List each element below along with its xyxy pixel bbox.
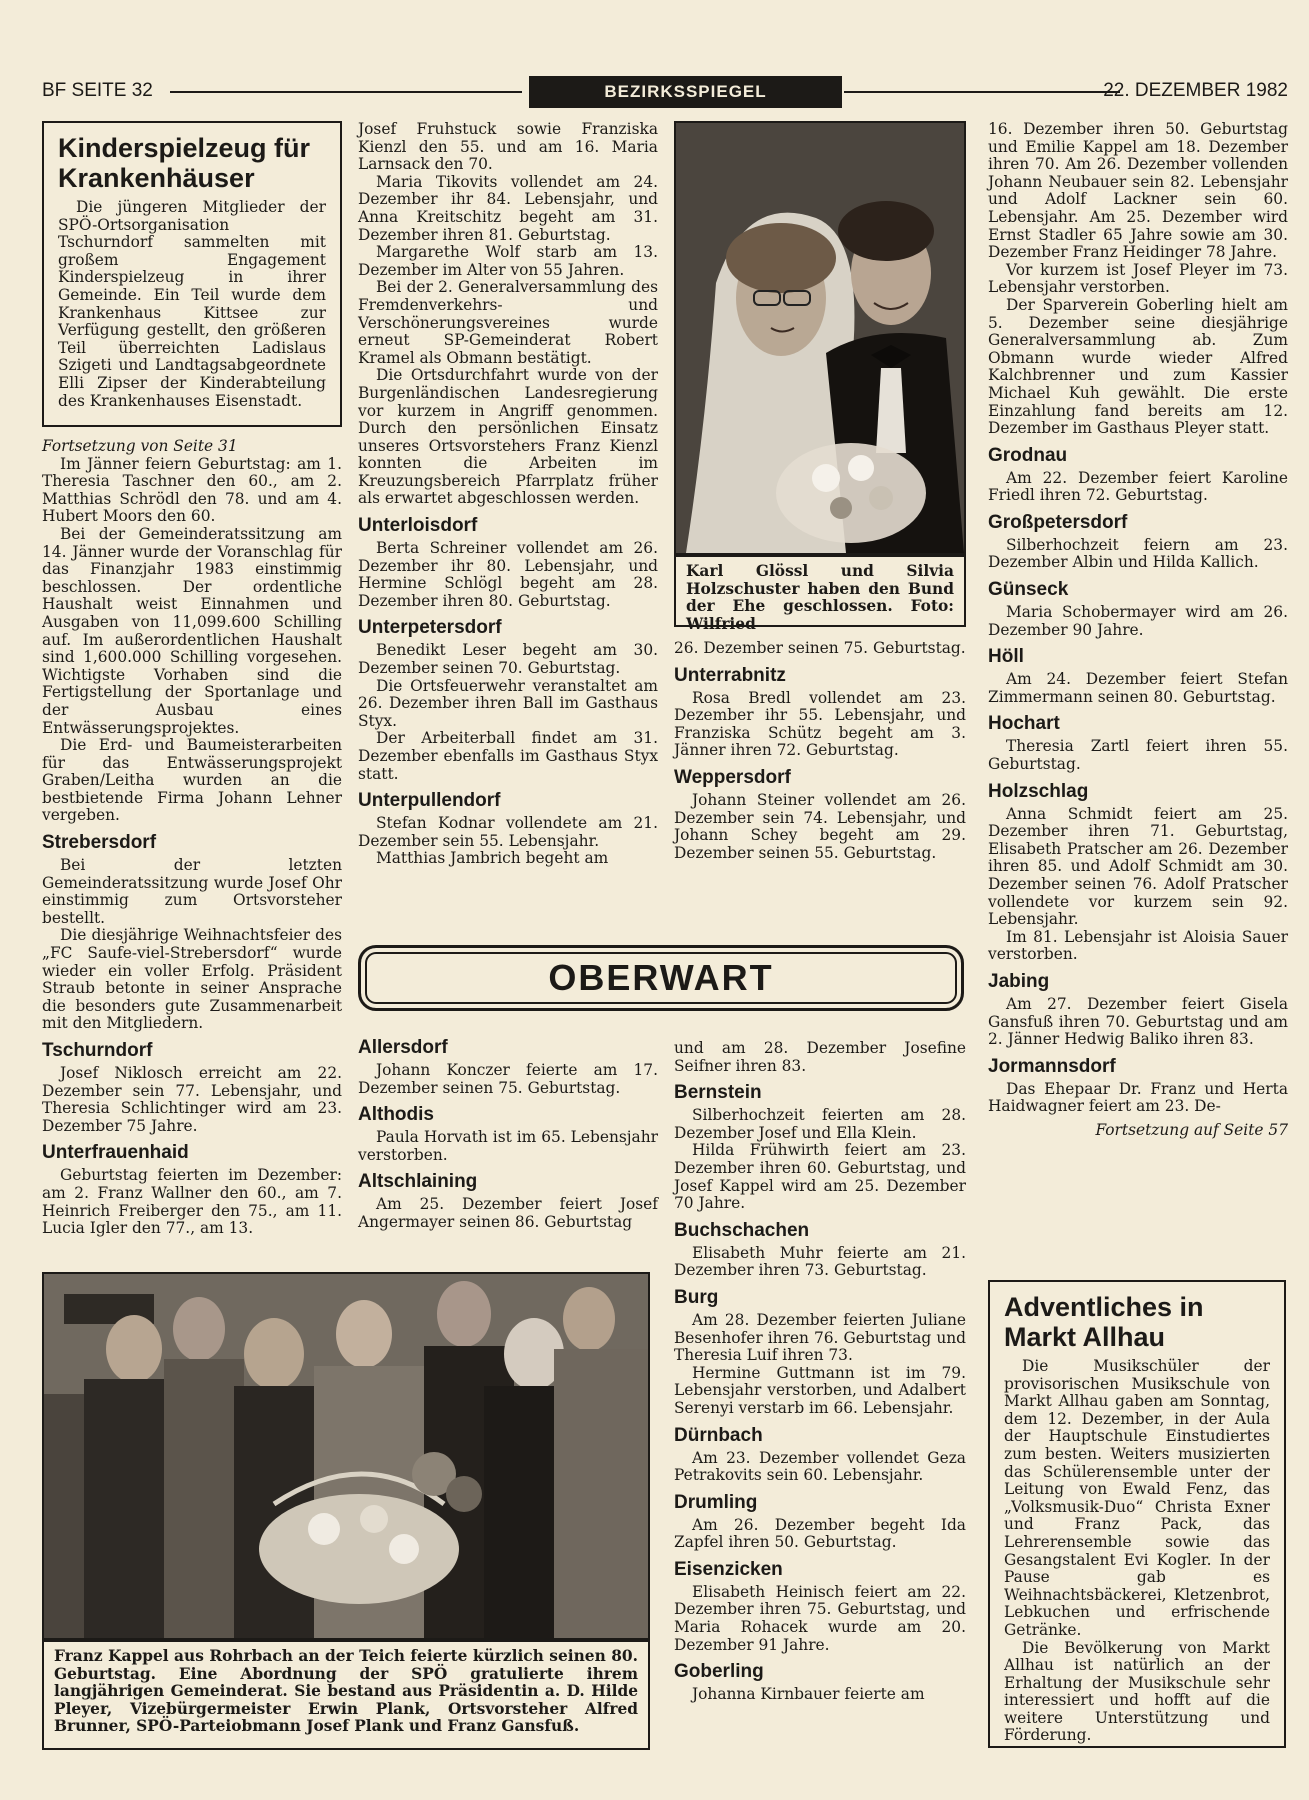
column-3 <box>674 640 966 862</box>
heading-strebersdorf: Strebersdorf <box>42 832 157 854</box>
paragraph: Bei der letzten Gemeinderatssitzung wurde Josef Ohr einstimmig zum Ortsvorsteher bestellt. <box>42 856 342 927</box>
wedding-photo <box>674 121 966 555</box>
continuation-note: Fortsetzung von Seite 31 <box>42 437 238 455</box>
paragraph: Rosa Bredl vollendet am 23. Dezember ihr 55. Lebensjahr, und Franziska Schütz begeht am 3. Jänner ihren 72. Geburtstag. <box>674 688 966 760</box>
column-1 <box>42 438 342 1238</box>
paragraph: Theresia Zartl feiert ihren 55. Geburtstag. <box>988 737 1288 774</box>
paragraph: Bei der 2. Generalversammlung des Fremdenverkehrs- und Verschönerungsvereines wurde erneut SP-Gemeinderat Robert Kramel als Obmann bestätigt. <box>358 278 658 367</box>
paragraph: Hermine Guttmann ist im 79. Lebensjahr verstorben, und Adalbert Serenyi verstarb im 66. Lebensjahr. <box>674 1363 966 1417</box>
paragraph: Geburtstag feierten im Dezember: am 2. Franz Wallner den 60., am 7. Heinrich Freiberger den 75., am 11. Lucia Igler den 77., am 13. <box>42 1166 342 1238</box>
heading-burg: Burg <box>674 1286 719 1308</box>
article-title: Adventliches in Markt Allhau <box>1004 1292 1204 1352</box>
header-rule <box>170 91 522 93</box>
heading-altschlaining: Altschlaining <box>358 1171 478 1193</box>
paragraph: Elisabeth Muhr feierte am 21. Dezember ihren 73. Geburtstag. <box>674 1243 966 1280</box>
column-5 <box>358 1036 658 1232</box>
heading-althodis: Althodis <box>358 1104 434 1126</box>
article-text: Die jüngeren Mitglieder der SPÖ-Ortsorganisation Tschurndorf sammelten mit großem Engagement Kinderspielzeug in ihrer Gemeinde. Ein Teil wurde dem Krankenhaus Kittsee zur Verfügung gestellt, den größeren Teil überreichten Ladislaus Szigeti und Landtagsabgeordnete Elli Zipser der Kinderabteilung des Krankenhauses Eisenstadt. <box>58 198 326 410</box>
heading-hoell: Höll <box>988 646 1024 668</box>
heading-hochart: Hochart <box>988 713 1060 735</box>
heading-drumling: Drumling <box>674 1491 758 1513</box>
group-photo <box>42 1272 650 1640</box>
heading-holzschlag: Holzschlag <box>988 780 1089 802</box>
paragraph: Die diesjährige Weihnachtsfeier des „FC Saufe-viel-Strebersdorf“ wurde wieder ein voller Erfolg. Präsident Straub betonte in seiner Ansprache die besonders gute Zusammenarbeit mit den Mitgliedern. <box>42 926 342 1033</box>
issue-date: 22. DEZEMBER 1982 <box>1103 80 1288 101</box>
heading-guenseck: Günseck <box>988 579 1069 601</box>
paragraph: Anna Schmidt feiert am 25. Dezember ihren 71. Geburtstag, Elisabeth Pratscher am 26. Dezember ihren 85. und Adolf Schmidt am 30. Dezember seinen 76. Adolf Pratscher vollendete vor kurzem sein 92. Lebensjahr. <box>988 804 1288 929</box>
heading-eisenzicken: Eisenzicken <box>674 1558 783 1580</box>
heading-weppersdorf: Weppersdorf <box>674 766 791 788</box>
header-rule <box>844 91 1120 93</box>
heading-goberling: Goberling <box>674 1661 764 1683</box>
paragraph: Am 28. Dezember feierten Juliane Besenhofer ihren 76. Geburtstag und Theresia Luif ihren 73. <box>674 1310 966 1365</box>
paragraph: Josef Niklosch erreicht am 22. Dezember sein 77. Lebensjahr, und Theresia Schlichtinger wird am 23. Dezember 75 Jahre. <box>42 1064 342 1135</box>
heading-jormannsdorf: Jormannsdorf <box>988 1055 1116 1077</box>
paragraph: Elisabeth Heinisch feiert am 22. Dezember ihren 75. Geburtstag, und Maria Rohacek wurde am 20. Dezember 91 Jahre. <box>674 1582 966 1654</box>
heading-unterloisdorf: Unterloisdorf <box>358 515 478 537</box>
group-photo-image <box>44 1274 648 1638</box>
paragraph: Am 22. Dezember feiert Karoline Friedl ihren 72. Geburtstag. <box>988 468 1288 505</box>
paragraph: Paula Horvath ist im 65. Lebensjahr verstorben. <box>358 1128 658 1164</box>
continuation-note: Fortsetzung auf Seite 57 <box>1095 1120 1288 1139</box>
paragraph: und am 28. Dezember Josefine Seifner ihren 83. <box>674 1039 966 1075</box>
heading-bernstein: Bernstein <box>674 1082 762 1104</box>
heading-unterfrauenhaid: Unterfrauenhaid <box>42 1142 189 1164</box>
paragraph: 26. Dezember seinen 75. Geburtstag. <box>674 639 966 657</box>
paragraph: Der Arbeiterball findet am 31. Dezember ebenfalls im Gasthaus Styx statt. <box>358 729 658 783</box>
heading-jabing: Jabing <box>988 970 1050 992</box>
paragraph: Bei der Gemeinderatssitzung am 14. Jänner wurde der Voranschlag für das Finanzjahr 1983 einstimmig beschlossen. Der ordentliche Haushalt weist Einnahmen und Ausgaben von 11,099.600 Schilling auf. Im außerordentlichen Haushalt sind 1,600.000 Schilling vorgesehen. Wichtigste Vorhaben sind die Fertigstellung der Sportanlage und der Ausbau eines Entwässerungsprojektes. <box>42 524 342 737</box>
paragraph: Benedikt Leser begeht am 30. Dezember seinen 70. Geburtstag. <box>358 641 658 678</box>
heading-unterpetersdorf: Unterpetersdorf <box>358 617 502 639</box>
paragraph: Hilda Frühwirth feiert am 23. Dezember ihren 60. Geburtstag, und Josef Kappel wird am 25. Dezember 70 Jahre. <box>674 1141 966 1213</box>
article-text: Die Musikschüler der provisorischen Musikschule von Markt Allhau gaben am Sonntag, dem 12. Dezember, in der Aula der Hauptschule Einstudiertes zum besten. Weiters musizierten das Schülerensemble unter der Leitung von Ewald Fenz, das „Volksmusik-Duo“ Christa Exner und Franz Pack, das Lehrerensemble sowie das Gesangstalent Evi Kogler. In der Pause gab es Weihnachtsbäckerei, Kletzenbrot, Lebkuchen und erfrischende Getränke. <box>1004 1357 1270 1639</box>
section-title: BEZIRKSSPIEGEL <box>529 76 842 108</box>
paragraph: Vor kurzem ist Josef Pleyer im 73. Lebensjahr verstorben. <box>988 260 1288 297</box>
paragraph: Die Ortsdurchfahrt wurde von der Burgenländischen Landesregierung vor kurzem in Angriff genommen. Durch den persönlichen Einsatz unseres Ortsvorstehers Franz Kienzl konnten die Arbeiten im Kreuzungsbereich Pfarrplatz früher als erwartet abgeschlossen werden. <box>358 366 658 508</box>
paragraph: Maria Tikovits vollendet am 24. Dezember ihr 84. Lebensjahr, und Anna Kreitschitz begeht am 31. Dezember ihren 81. Geburtstag. <box>358 172 658 244</box>
page-header <box>42 76 1288 108</box>
paragraph: Am 24. Dezember feiert Stefan Zimmermann seinen 80. Geburtstag. <box>988 670 1288 706</box>
group-photo-caption: Franz Kappel aus Rohrbach an der Teich feierte kürzlich seinen 80. Geburtstag. Eine Abordnung der SPÖ gratulierte ihrem langjährigen Gemeinderat. Sie bestand aus Präsidentin a. D. Hilde Pleyer, Vizebürgermeister Erwin Plank, Ortsvorsteher Alfred Brunner, SPÖ-Parteiobmann Josef Plank und Franz Gansfuß. <box>42 1640 650 1750</box>
column-2 <box>358 121 658 868</box>
heading-buchschachen: Buchschachen <box>674 1219 810 1241</box>
paragraph: Berta Schreiner vollendet am 26. Dezember ihr 80. Lebensjahr, und Hermine Schlögl begeht am 28. Dezember ihren 80. Geburtstag. <box>358 539 658 610</box>
heading-unterrabnitz: Unterrabnitz <box>674 664 786 686</box>
wedding-photo-image <box>676 123 964 553</box>
article-title: Kinderspielzeug für Krankenhäuser <box>58 133 311 193</box>
heading-allersdorf: Allersdorf <box>358 1037 448 1058</box>
heading-grosspetersdorf: Großpetersdorf <box>988 511 1128 533</box>
paragraph: Silberhochzeit feierten am 28. Dezember Josef und Ella Klein. <box>674 1106 966 1142</box>
paragraph: Am 23. Dezember vollendet Geza Petrakovits sein 60. Lebensjahr. <box>674 1448 966 1485</box>
paragraph: Am 26. Dezember begeht Ida Zapfel ihren 50. Geburtstag. <box>674 1515 966 1552</box>
paragraph: Silberhochzeit feiern am 23. Dezember Albin und Hilda Kallich. <box>988 535 1288 572</box>
paragraph: Johann Konczer feierte am 17. Dezember seinen 75. Geburtstag. <box>358 1061 658 1097</box>
paragraph: Im Jänner feiern Geburtstag: am 1. Theresia Taschner den 60., am 2. Matthias Schrödl den 78. und am 4. Hubert Moors den 60. <box>42 454 342 526</box>
wedding-photo-caption: Karl Glössl und Silvia Holzschuster haben den Bund der Ehe geschlossen. Foto: Wilfried <box>674 555 966 627</box>
article-box-kinderspielzeug <box>42 121 342 427</box>
article-text: Die Bevölkerung von Markt Allhau ist natürlich an der Erhaltung der Musikschule sehr interessiert und hofft auf die weitere Unterstützung und Förderung. <box>1004 1638 1270 1745</box>
paragraph: Das Ehepaar Dr. Franz und Herta Haidwagner feiert am 23. De- <box>988 1079 1288 1116</box>
paragraph: Matthias Jambrich begeht am <box>376 849 609 868</box>
heading-tschurndorf: Tschurndorf <box>42 1040 153 1061</box>
paragraph: Im 81. Lebensjahr ist Aloisia Sauer verstorben. <box>988 927 1288 964</box>
paragraph: Die Erd- und Baumeisterarbeiten für das Entwässerungsprojekt Graben/Leitha wurden an die bestbietende Firma Johann Lehner vergeben. <box>42 736 342 825</box>
paragraph: 16. Dezember ihren 50. Geburtstag und Emilie Kappel am 18. Dezember ihren 70. Am 26. Dezember vollenden Johann Neubauer sein 82. Lebensjahr und Adolf Lackner sein 60. Lebensjahr. Am 25. Dezember wird Ernst Stadler 65 Jahre sowie am 30. Dezember Franz Heidinger 78 Jahre. <box>988 120 1288 262</box>
paragraph: Stefan Kodnar vollendete am 21. Dezember sein 55. Lebensjahr. <box>358 814 658 850</box>
paragraph: Am 25. Dezember feiert Josef Angermayer seinen 86. Geburtstag <box>358 1195 658 1231</box>
paragraph: Die Ortsfeuerwehr veranstaltet am 26. Dezember ihren Ball im Gasthaus Styx. <box>358 676 658 730</box>
paragraph: Johanna Kirnbauer feierte am <box>692 1685 925 1704</box>
page-number: BF SEITE 32 <box>42 80 153 101</box>
heading-duernbach: Dürnbach <box>674 1424 763 1446</box>
column-6 <box>674 1040 966 1704</box>
paragraph: Josef Fruhstuck sowie Franziska Kienzl den 55. und am 16. Maria Larnsack den 70. <box>358 120 658 174</box>
section-banner-oberwart: OBERWART <box>358 945 964 1011</box>
paragraph: Margarethe Wolf starb am 13. Dezember im Alter von 55 Jahren. <box>358 243 658 279</box>
heading-unterpullendorf: Unterpullendorf <box>358 790 501 812</box>
heading-grodnau: Grodnau <box>988 444 1068 466</box>
column-4 <box>988 121 1288 1140</box>
paragraph: Maria Schobermayer wird am 26. Dezember 90 Jahre. <box>988 603 1288 639</box>
paragraph: Der Sparverein Goberling hielt am 5. Dezember seine diesjährige Generalversammlung ab. Zum Obmann wurde wieder Alfred Kalchbrenner und zum Kassier Michael Kuh gewählt. Die erste Einzahlung fand bereits am 12. Dezember im Gasthaus Pleyer statt. <box>988 295 1288 438</box>
paragraph: Am 27. Dezember feiert Gisela Gansfuß ihren 70. Geburtstag und am 2. Jänner Hedwig Baliko ihren 83. <box>988 994 1288 1049</box>
article-box-adventliches <box>988 1280 1286 1748</box>
paragraph: Johann Steiner vollendet am 26. Dezember sein 74. Lebensjahr, und Johann Schey begeht am 29. Dezember seinen 55. Geburtstag. <box>674 790 966 862</box>
